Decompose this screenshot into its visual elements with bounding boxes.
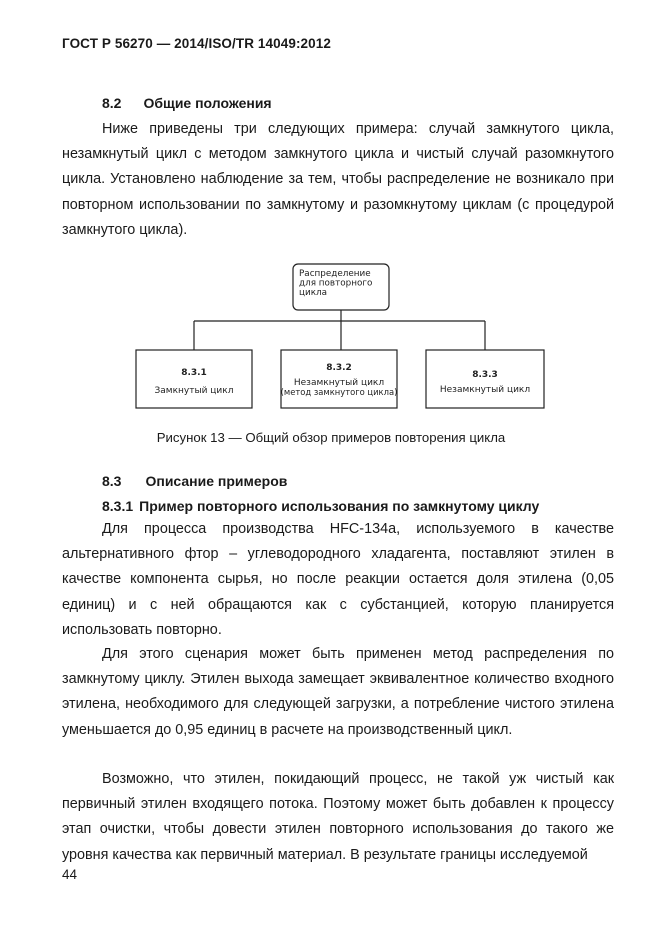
box-8-3-2-number: 8.3.2: [326, 363, 352, 373]
box-8-3-3-number: 8.3.3: [472, 370, 498, 380]
section-number: 8.3: [102, 473, 122, 489]
section-number: 8.3.1: [102, 498, 134, 514]
section-heading-8-3: [102, 473, 287, 489]
box-8-3-2-label: Незамкнутый цикл: [293, 378, 385, 388]
document-code-header: ГОСТ Р 56270 — 2014/ISO/TR 14049:2012: [62, 36, 331, 51]
box-8-3-2-sublabel: (метод замкнутого цикла): [280, 387, 398, 397]
figure-13-diagram: [0, 0, 662, 430]
page-number: 44: [62, 867, 78, 882]
section-title: Описание примеров: [145, 473, 288, 489]
section-number: 8.2: [102, 95, 122, 111]
section-title: Общие положения: [143, 95, 272, 111]
section-heading-8-3-1: [102, 498, 539, 514]
paragraph-8-3-1-a: Для процесса производства HFC-134a, используемого в качестве альтернативного фтор – углеводородного хладагента, поставляют этилен в качестве компонента сырья, но после реакции остается доля этилена (0,05 единиц) и с ней обращаются как с субстанцией, которую планируется использовать повторно.: [62, 521, 614, 638]
box-8-3-1-label: Замкнутый цикл: [154, 386, 234, 396]
box-8-3-1-number: 8.3.1: [181, 368, 207, 378]
paragraph-8-3-1-b: Для этого сценария может быть применен метод распределения по замкнутому циклу. Этилен выхода замещает эквивалентное количество входного этилена, необходимого для следующей загрузки, а потребление чистого этилена уменьшается до 0,95 единиц в расчете на производственный цикл.: [62, 646, 614, 738]
top-box-line3: цикла: [299, 288, 328, 298]
box-8-3-1: [136, 350, 252, 408]
top-box-line1: Распределение: [299, 269, 371, 279]
paragraph-8-2: Ниже приведены три следующих примера: случай замкнутого цикла, незамкнутый цикл с методом замкнутого цикла и чистый случай разомкнутого цикла. Установлено наблюдение за тем, чтобы распределение не возникало при повторном использовании по замкнутому и разомкнутому циклам (с процедурой замкнутого цикла).: [62, 121, 614, 238]
figure-caption: Рисунок 13 — Общий обзор примеров повторения цикла: [156, 430, 506, 445]
section-title: Пример повторного использования по замкнутому циклу: [139, 498, 540, 514]
top-box-line2: для повторного: [299, 278, 373, 289]
paragraph-8-3-1-c: Возможно, что этилен, покидающий процесс, не такой уж чистый как первичный этилен входящего потока. Поэтому может быть добавлен к процессу этап очистки, чтобы довести этилен повторного использования до такого же уровня качества как первичный материал. В результате границы исследуемой: [62, 771, 614, 863]
box-8-3-3-label: Незамкнутый цикл: [439, 385, 531, 395]
